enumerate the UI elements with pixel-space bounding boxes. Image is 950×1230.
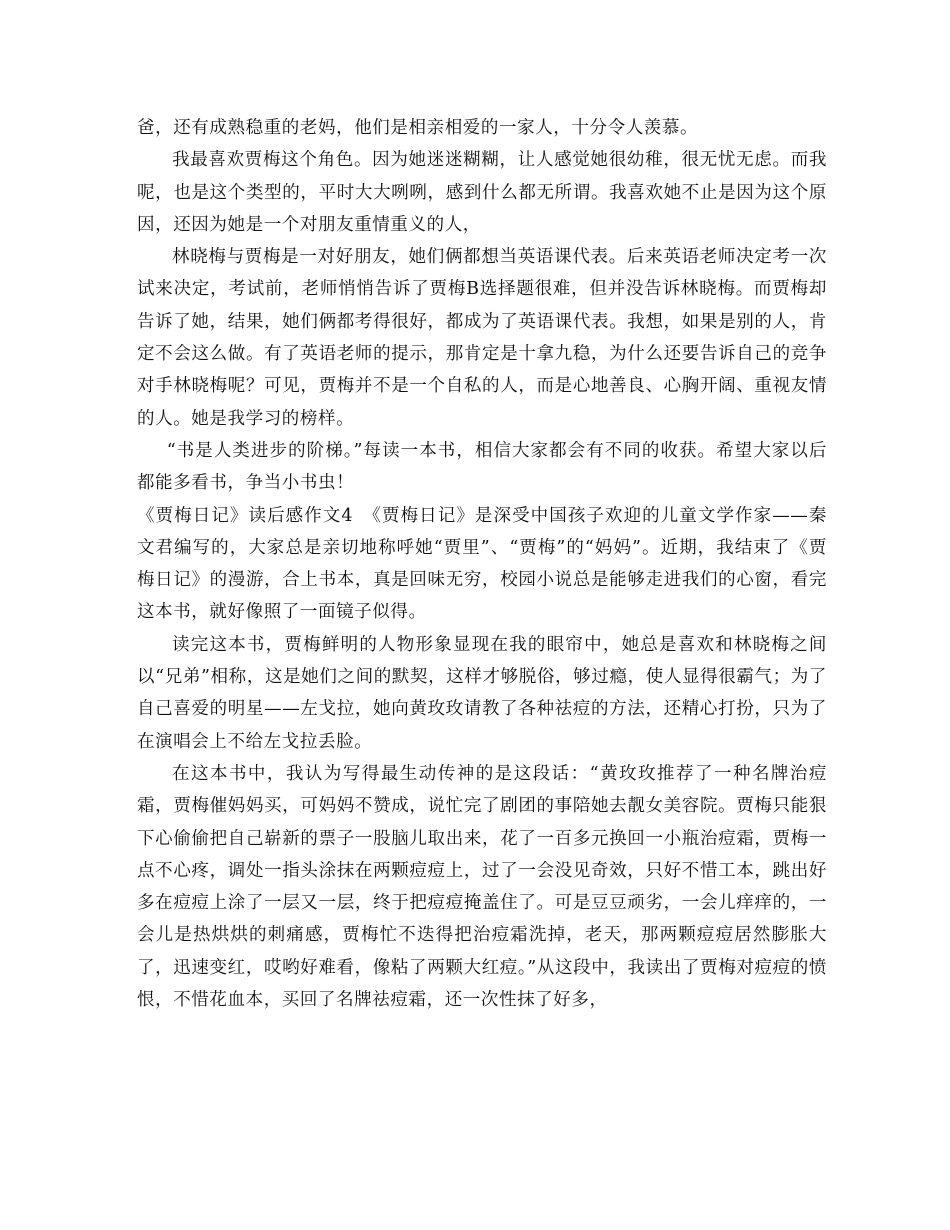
paragraph-2: 我最喜欢贾梅这个角色。因为她迷迷糊糊，让人感觉她很幼稚，很无忧无虑。而我呢，也是这个类型的，平时大大咧咧，感到什么都无所谓。我喜欢她不止是因为这个原因，还因为她是一个对朋友重情重义的人， [137, 150, 827, 235]
paragraph-6: 读完这本书，贾梅鲜明的人物形象显现在我的眼帘中，她总是喜欢和林晓梅之间以“兄弟”相称，这是她们之间的默契，这样才够脱俗，够过瘾，使人显得很霸气；为了自己喜爱的明星——左戈拉，她向黄玫玫请教了各种祛痘的方法，还精心打扮，只为了在演唱会上不给左戈拉丢脸。 [137, 634, 828, 752]
paragraph-5: 《贾梅日记》读后感作文4 《贾梅日记》是深受中国孩子欢迎的儿童文学作家——秦文君编写的，大家总是亲切地称呼她“贾里”、“贾梅”的“妈妈”。近期，我结束了《贾梅日记》的漫游，合上书本，真是回味无穷，校园小说总是能够走进我们的心窗，看完这本书，就好像照了一面镜子似得。 [137, 505, 827, 623]
paragraph-1: 爸，还有成熟稳重的老妈，他们是相亲相爱的一家人，十分令人羡慕。 [137, 118, 699, 138]
paragraph-3: 林晓梅与贾梅是一对好朋友，她们俩都想当英语课代表。后来英语老师决定考一次试来决定，考试前，老师悄悄告诉了贾梅B选择题很难，但并没告诉林晓梅。而贾梅却告诉了她，结果，她们俩都考得很好，都成为了英语课代表。我想，如果是别的人，肯定不会这么做。有了英语老师的提示，那肯定是十拿九稳，为什么还要告诉自己的竞争对手林晓梅呢？可见，贾梅并不是一个自私的人，而是心地善良、心胸开阔、重视友情的人。她是我学习的榜样。 [137, 247, 827, 429]
paragraph-4: “书是人类进步的阶梯。”每读一本书，相信大家都会有不同的收获。希望大家以后都能多看书，争当小书虫！ [137, 440, 827, 494]
document-body [137, 112, 827, 1016]
paragraph-7: 在这本书中，我认为写得最生动传神的是这段话：“黄玫玫推荐了一种名牌治痘霜，贾梅催妈妈买，可妈妈不赞成，说忙完了剧团的事陪她去靓女美容院。贾梅只能狠下心偷偷把自己崭新的票子一股脑儿取出来，花了一百多元换回一小瓶治痘霜，贾梅一点不心疼，调处一指头涂抹在两颗痘痘上，过了一会没见奇效，只好不惜工本，跳出好多在痘痘上涂了一层又一层，终于把痘痘掩盖住了。可是豆豆顽劣，一会儿痒痒的，一会儿是热烘烘的刺痛感，贾梅忙不迭得把治痘霜洗掉，老天，那两颗痘痘居然膨胀大了，迅速变红，哎哟好难看，像粘了两颗大红痘。”从这段中，我读出了贾梅对痘痘的愤恨，不惜花血本，买回了名牌祛痘霜，还一次性抹了好多， [137, 763, 827, 1011]
